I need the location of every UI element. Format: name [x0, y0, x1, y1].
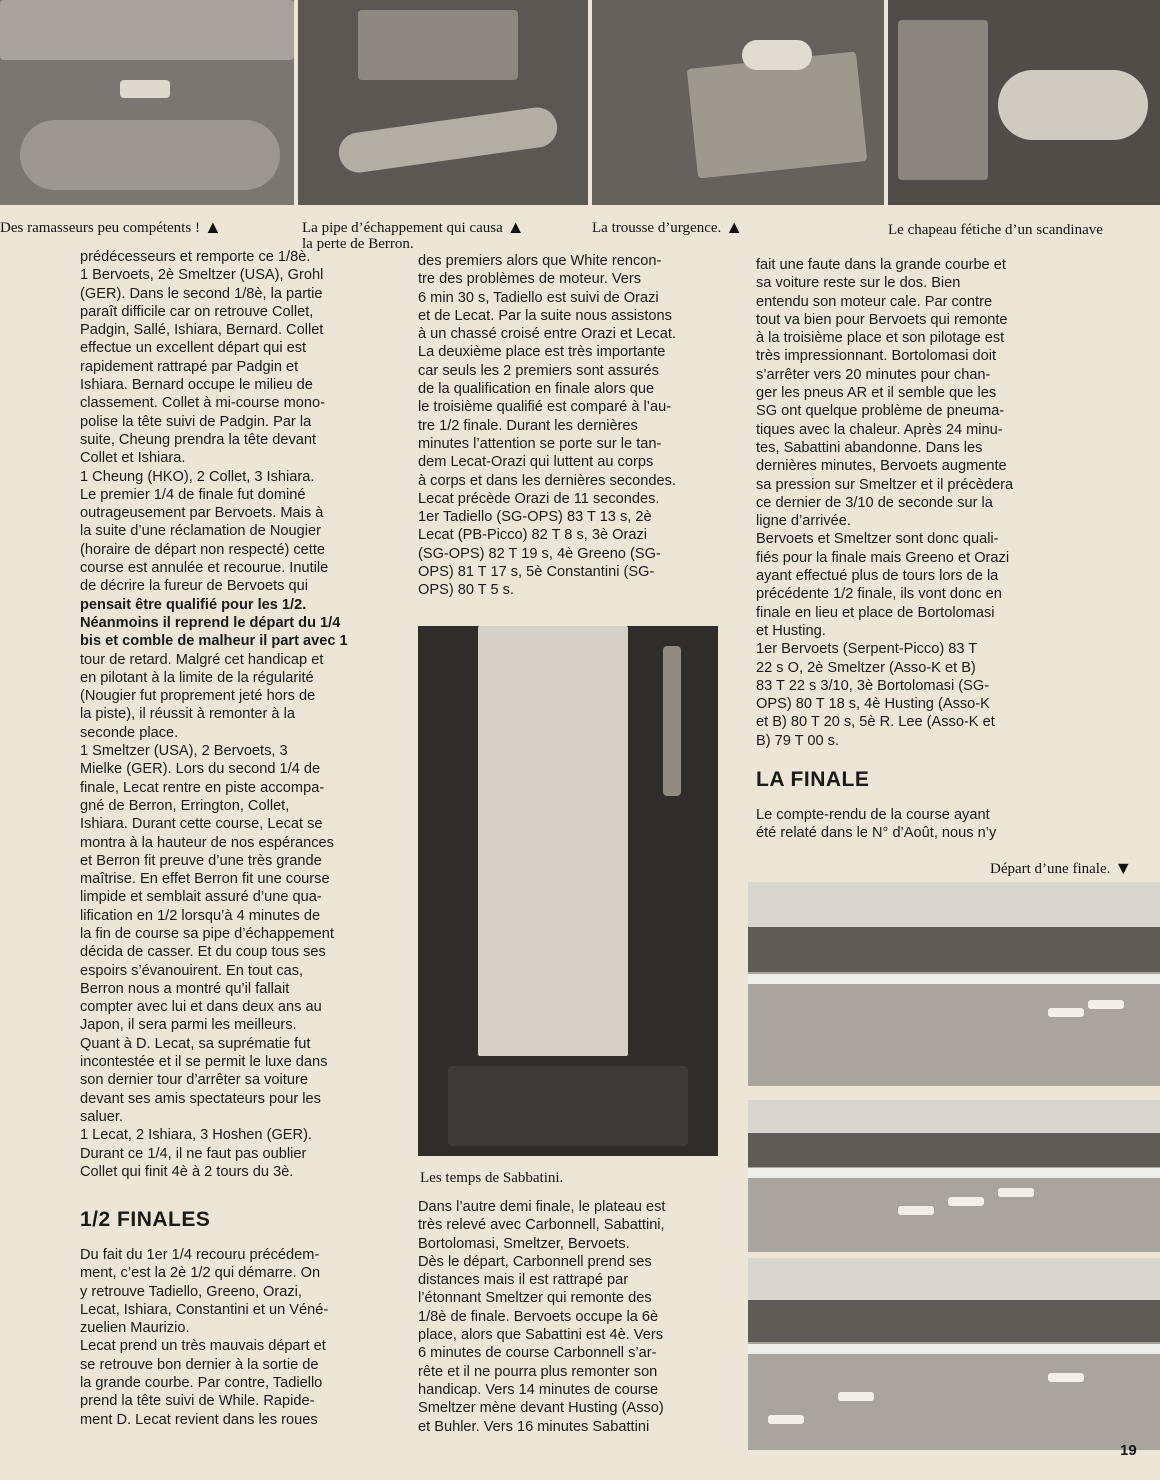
caption-trousse: La trousse d’urgence. ▲ [592, 217, 744, 237]
text-line: tout va bien pour Bervoets qui remonte [756, 311, 1008, 328]
photo-temps-sabbatini [418, 626, 718, 1156]
text-line: Japon, il sera parmi les meilleurs. [80, 1017, 297, 1034]
text-line: fiés pour la finale mais Greeno et Orazi [756, 549, 1010, 566]
text-line: handicap. Vers 14 minutes de course [418, 1381, 659, 1398]
col1-block-2 [80, 651, 380, 1182]
text-line: 1 Cheung (HKO), 2 Collet, 3 Ishiara. [80, 468, 315, 485]
text-line: Padgin, Sallé, Ishiara, Bernard. Collet [80, 322, 324, 339]
text-line: la grande courbe. Par contre, Tadiello [80, 1375, 323, 1392]
text-line: Dès le départ, Carbonnell prend ses [418, 1253, 652, 1270]
text-line: espoirs s’évanouirent. En tout cas, [80, 962, 304, 979]
text-line: et de Lecat. Par la suite nous assistons [418, 307, 672, 324]
heading-la-finale: LA FINALE [756, 768, 870, 791]
text-line: rapidement rattrapé par Padgin et [80, 358, 299, 375]
text-line: prédécesseurs et remporte ce 1/8è. [80, 249, 311, 265]
text-line: Smeltzer mène devant Husting (Asso) [418, 1400, 664, 1417]
text-line: saluer. [80, 1108, 123, 1125]
text-line: Ishiara. Durant cette course, Lecat se [80, 816, 323, 833]
text-line: minutes l’attention se porte sur le tan- [418, 435, 662, 452]
text-line: 1/8è de finale. Bervoets occupe la 6è [418, 1308, 659, 1325]
text-line: montra à la hauteur de nos espérances [80, 834, 334, 851]
text-line: bis et comble de malheur il part avec 1 [80, 633, 348, 650]
text-line: Bortolomasi, Smeltzer, Bervoets. [418, 1235, 630, 1252]
text-line: finale en lieu et place de Bortolomasi [756, 604, 995, 621]
text-line: 83 T 22 s 3/10, 3è Bortolomasi (SG- [756, 677, 990, 694]
caption-pipe: La pipe d’échappement qui causa ▲ la perte de Berron. [302, 217, 525, 252]
text-line: course est annulée et recourue. Inutile [80, 560, 329, 577]
text-line: se retrouve bon dernier à la sortie de [80, 1356, 319, 1373]
text-line: limpide et semblait assuré d’une qua- [80, 889, 322, 906]
text-line: finale, Lecat rentre en piste accompa- [80, 779, 325, 796]
text-line: de la qualification en finale alors que [418, 381, 655, 398]
text-line: (Nougier fut proprement jeté hors de [80, 688, 316, 705]
text-line: place, alors que Sabattini est 4è. Vers [418, 1327, 664, 1344]
text-line: Lecat prend un très mauvais départ et [80, 1338, 326, 1355]
text-line: des premiers alors que White rencon- [418, 253, 662, 269]
text-line: Le premier 1/4 de finale fut dominé [80, 486, 306, 503]
text-line: et Buhler. Vers 16 minutes Sabattini [418, 1418, 650, 1435]
text-line: ger les pneus AR et il semble que les [756, 385, 997, 402]
text-line: à un chassé croisé entre Orazi et Lecat. [418, 326, 676, 343]
text-line: Ishiara. Bernard occupe le milieu de [80, 377, 313, 394]
text-line: s’arrêter vers 20 minutes pour chan- [756, 366, 991, 383]
text-line: tiques avec la chaleur. Après 24 minu- [756, 421, 1003, 438]
text-line: ment, c’est la 2è 1/2 qui démarre. On [80, 1265, 321, 1282]
text-line: Du fait du 1er 1/4 recouru précédem- [80, 1247, 320, 1263]
text-line: tour de retard. Malgré cet handicap et [80, 651, 324, 668]
text-line: Durant ce 1/4, il ne faut pas oublier [80, 1145, 307, 1162]
arrow-up-icon: ▲ [506, 217, 525, 237]
text-line: ment D. Lecat revient dans les roues [80, 1411, 318, 1428]
text-line: de décrire la fureur de Bervoets qui [80, 578, 308, 595]
text-line: OPS) 80 T 18 s, 4è Husting (Asso-K [756, 696, 990, 713]
text-line: et Husting. [756, 622, 826, 639]
col1-block-1 [80, 248, 380, 596]
text-line: 22 s O, 2è Smeltzer (Asso-K et B) [756, 659, 976, 676]
text-line: gné de Berron, Errington, Collet, [80, 797, 290, 814]
caption-chapeau: Le chapeau fétiche d’un scandinave [888, 222, 1103, 238]
text-line: précédente 1/2 finale, ils vont donc en [756, 586, 1002, 603]
text-line: entendu son moteur cale. Par contre [756, 293, 993, 310]
text-line: SG ont quelque problème de pneuma- [756, 403, 1005, 420]
text-line: sa pression sur Smeltzer et il précèdera [756, 476, 1014, 493]
text-line: Le compte-rendu de la course ayant [756, 807, 990, 823]
text-line: 1er Tadiello (SG-OPS) 83 T 13 s, 2è [418, 509, 652, 526]
arrow-down-icon: ▼ [1114, 858, 1133, 878]
text-line: son dernier tour d’arrêter sa voiture [80, 1072, 308, 1089]
text-line: tes, Sabattini abandonne. Dans les [756, 439, 983, 456]
text-line: suite, Cheung prendra la tête devant [80, 431, 317, 448]
col1-block-3 [80, 1246, 380, 1429]
text-line: Quant à D. Lecat, sa suprématie fut [80, 1035, 311, 1052]
col2-block-1 [418, 252, 714, 600]
text-line: en pilotant à la limite de la régularité [80, 669, 314, 686]
heading-demi-finales: 1/2 FINALES [80, 1208, 211, 1231]
text-line: classement. Collet à mi-course mono- [80, 395, 325, 412]
text-line: lification en 1/2 lorsqu’à 4 minutes de [80, 907, 321, 924]
article-column-2 [418, 252, 714, 600]
text-line: très relevé avec Carbonnell, Sabattini, [418, 1217, 665, 1234]
caption-temps: Les temps de Sabbatini. [420, 1170, 564, 1186]
text-line: maîtrise. En effet Berron fit une course [80, 871, 330, 888]
text-line: effectue un excellent départ qui est [80, 340, 307, 357]
text-line: à la troisième place et son pilotage est [756, 330, 1005, 347]
col3-block-2 [756, 806, 1054, 843]
text-line: et Berron fit preuve d’une très grande [80, 852, 322, 869]
text-line: la piste), il réussit à remonter à la [80, 706, 295, 723]
text-line: sa voiture reste sur le dos. Bien [756, 275, 961, 292]
text-line: polise la tête suivi de Padgin. Par la [80, 413, 312, 430]
text-line: décida de casser. Et du coup tous ses [80, 944, 326, 961]
text-line: Dans l’autre demi finale, le plateau est [418, 1199, 666, 1215]
photo-trousse-urgence [592, 0, 884, 205]
text-line: Lecat, Ishiara, Constantini et un Véné- [80, 1301, 329, 1318]
text-line: B) 79 T 00 s. [756, 732, 840, 749]
text-line: 6 min 30 s, Tadiello est suivi de Orazi [418, 289, 659, 306]
text-line: très impressionnant. Bortolomasi doit [756, 348, 997, 365]
text-line: y retrouve Tadiello, Greeno, Orazi, [80, 1283, 302, 1300]
text-line: ayant effectué plus de tours lors de la [756, 568, 999, 585]
text-line: tre des problèmes de moteur. Vers [418, 271, 642, 288]
text-line: Berron nous a montré qu’il fallait [80, 980, 290, 997]
text-line: paraît difficile car on retrouve Collet, [80, 303, 314, 320]
text-line: Lecat (PB-Picco) 82 T 8 s, 3è Orazi [418, 527, 648, 544]
text-line: car seuls les 2 premiers sont assurés [418, 362, 659, 379]
text-line: Néanmoins il reprend le départ du 1/4 [80, 614, 341, 631]
photo-ramasseurs [0, 0, 294, 205]
text-line: 6 minutes de course Carbonnell s’ar- [418, 1345, 657, 1362]
text-line: (horaire de départ non respecté) cette [80, 541, 325, 558]
text-line: la suite d’une réclamation de Nougier [80, 523, 321, 540]
text-line: l’étonnant Smeltzer qui remonte des [418, 1290, 652, 1307]
text-line: la fin de course sa pipe d’échappement [80, 925, 334, 942]
text-line: 1er Bervoets (Serpent-Picco) 83 T [756, 641, 978, 658]
text-line: tre 1/2 finale. Durant les dernières [418, 417, 638, 434]
text-line: (GER). Dans le second 1/8è, la partie [80, 285, 323, 302]
text-line: OPS) 80 T 5 s. [418, 582, 514, 599]
text-line: fait une faute dans la grande courbe et [756, 257, 1006, 273]
article-column-2-part-2 [418, 1198, 714, 1436]
article-column-3 [756, 256, 1054, 750]
text-line: 1 Bervoets, 2è Smeltzer (USA), Grohl [80, 267, 324, 284]
text-line: Collet et Ishiara. [80, 450, 186, 467]
caption-ramasseurs: Des ramasseurs peu compétents ! ▲ [0, 217, 222, 237]
text-line: pensait être qualifié pour les 1/2. [80, 596, 307, 613]
text-line: incontestée et il se permit le luxe dans [80, 1054, 328, 1071]
text-line: outrageusement par Bervoets. Mais à [80, 505, 324, 522]
text-line: 1 Lecat, 2 Ishiara, 3 Hoshen (GER). [80, 1127, 312, 1144]
arrow-up-icon: ▲ [203, 217, 222, 237]
text-line: et B) 80 T 20 s, 5è R. Lee (Asso-K et [756, 714, 995, 731]
text-line: ce dernier de 3/10 de seconde sur la [756, 494, 993, 511]
photo-chapeau-fetiche [888, 0, 1160, 205]
text-line: été relaté dans le N° d’Août, nous n’y [756, 825, 997, 842]
text-line: seconde place. [80, 724, 179, 741]
text-line: devant ses amis spectateurs pour les [80, 1090, 321, 1107]
photo-depart-finale-2 [748, 1100, 1160, 1252]
article-column-3-part-2 [756, 806, 1054, 843]
photo-pipe-echappement [298, 0, 588, 205]
text-line: Bervoets et Smeltzer sont donc quali- [756, 531, 999, 548]
article-column-1 [80, 248, 380, 1181]
caption-depart: Départ d’une finale. ▼ [990, 858, 1133, 878]
text-line: Collet qui finit 4è à 2 tours du 3è. [80, 1163, 294, 1180]
text-line: prend la tête suivi de While. Rapide- [80, 1393, 315, 1410]
text-line: OPS) 81 T 17 s, 5è Constantini (SG- [418, 564, 655, 581]
text-line: le troisième qualifié est comparé à l’au- [418, 399, 672, 416]
page-number: 19 [1120, 1442, 1137, 1459]
text-line: distances mais il est rattrapé par [418, 1272, 629, 1289]
text-line: compter avec lui et dans deux ans au [80, 999, 322, 1016]
text-line: (SG-OPS) 82 T 19 s, 4è Greeno (SG- [418, 545, 661, 562]
text-line: 1 Smeltzer (USA), 2 Bervoets, 3 [80, 743, 288, 760]
col1-block-bold [80, 596, 380, 651]
text-line: Mielke (GER). Lors du second 1/4 de [80, 761, 321, 778]
col3-block-1 [756, 256, 1054, 750]
text-line: La deuxième place est très importante [418, 344, 666, 361]
text-line: dem Lecat-Orazi qui luttent au corps [418, 454, 654, 471]
arrow-up-icon: ▲ [725, 217, 744, 237]
text-line: dernières minutes, Bervoets augmente [756, 458, 1007, 475]
text-line: à corps et dans les dernières secondes. [418, 472, 676, 489]
text-line: rête et il ne pourra plus remonter son [418, 1363, 658, 1380]
text-line: Lecat précède Orazi de 11 secondes. [418, 490, 660, 507]
photo-depart-finale-1 [748, 882, 1160, 1086]
col2-block-2 [418, 1198, 714, 1436]
text-line: zuelien Maurizio. [80, 1320, 190, 1337]
text-line: ligne d’arrivée. [756, 513, 851, 530]
article-column-1-part-2 [80, 1246, 380, 1429]
photo-depart-finale-3 [748, 1258, 1160, 1450]
